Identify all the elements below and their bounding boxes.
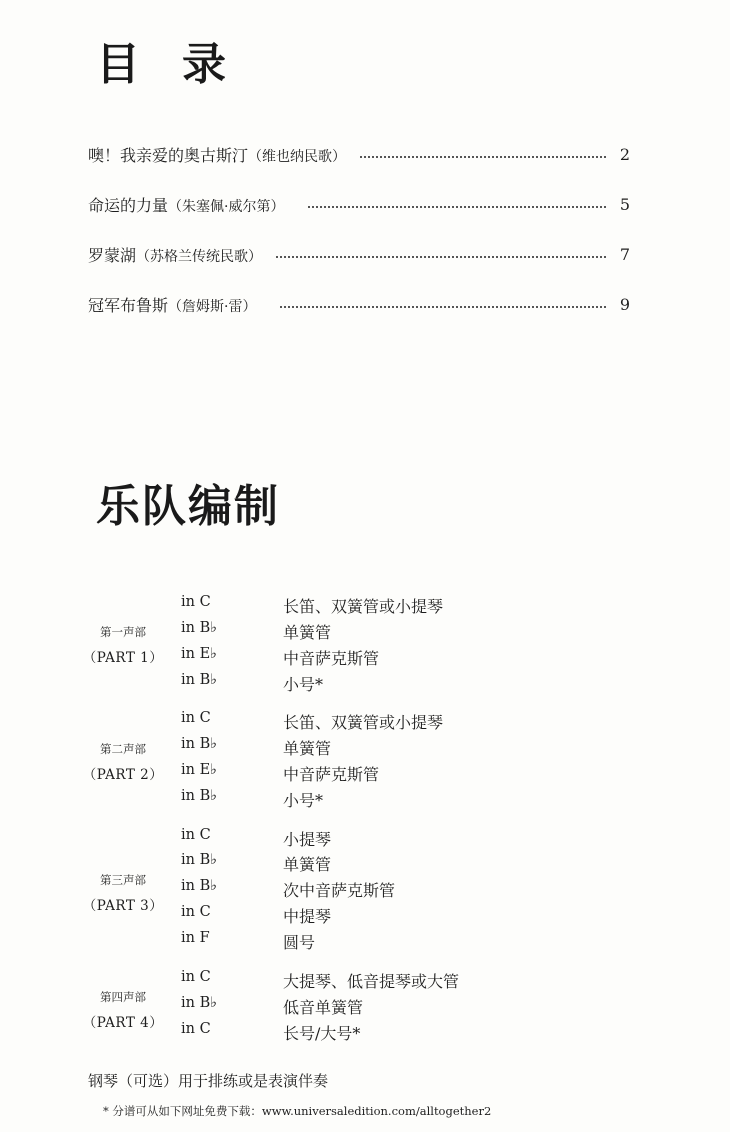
instrument-key: in B♭ [181,672,218,688]
part-label [77,988,169,1032]
dot-leader [308,204,606,208]
part-label-code: （PART 3） [82,898,164,914]
instrument-key: in C [181,969,211,985]
instrument-key: in B♭ [181,852,218,868]
toc-entry[interactable] [88,140,630,168]
instrument-name: 长笛、双簧管或小提琴 [283,713,444,732]
footnote: * 分谱可从如下网址免费下载：www.universaledition.com/alltogether2 [103,1104,492,1118]
instrument-key: in F [181,930,210,946]
piano-note: 钢琴（可选）用于排练或是表演伴奏 [88,1072,329,1090]
toc-entry-composer: （维也纳民歌） [248,148,347,165]
dot-leader [280,304,606,308]
toc-entry-page: 7 [619,244,630,264]
toc-entry-title: 命运的力量 [88,195,169,215]
instrument-key: in B♭ [181,620,218,636]
toc-entry[interactable] [88,240,630,268]
part-label [77,740,169,784]
part-label-code: （PART 1） [82,650,164,666]
instrument-name: 单簧管 [283,623,332,642]
instrument-key: in B♭ [181,878,218,894]
instrument-key: in C [181,1021,211,1037]
instrument-name: 长号/大号* [283,1024,361,1043]
toc-entry-title: 罗蒙湖 [88,245,137,265]
part-label-name: 第一声部 [100,625,146,639]
instrument-name: 圆号 [283,933,316,952]
toc-entry-page: 2 [619,144,630,164]
instrument-name: 长笛、双簧管或小提琴 [283,597,444,616]
instrument-name: 中音萨克斯管 [283,765,380,784]
instrument-name: 单簧管 [283,855,332,874]
part-label [77,623,169,667]
instrument-name: 中提琴 [283,907,332,926]
instrument-key: in B♭ [181,736,218,752]
toc-title: 目录 [96,39,268,90]
toc-entry-title: 冠军布鲁斯 [88,295,169,315]
part-label-name: 第四声部 [100,990,146,1004]
part-label-code: （PART 4） [82,1015,164,1031]
instrument-name: 低音单簧管 [283,998,364,1017]
instrument-name: 小提琴 [283,830,332,849]
toc-entry[interactable] [88,190,630,218]
instrument-key: in B♭ [181,788,218,804]
instrument-name: 单簧管 [283,739,332,758]
part-label-code: （PART 2） [82,767,164,783]
instrument-name: 大提琴、低音提琴或大管 [283,972,460,991]
instrument-key: in E♭ [181,762,218,778]
part-label [77,871,169,915]
toc-entry-composer: （苏格兰传统民歌） [136,248,263,265]
instrument-key: in C [181,904,211,920]
toc-entry-composer: （朱塞佩·威尔第） [168,198,285,215]
orchestration-title: 乐队编制 [96,481,280,532]
instrument-key: in E♭ [181,646,218,662]
instrument-name: 小号* [283,675,324,694]
instrument-name: 次中音萨克斯管 [283,881,396,900]
part-label-name: 第三声部 [100,873,146,887]
dot-leader [360,154,606,158]
instrument-name: 中音萨克斯管 [283,649,380,668]
toc-entry-page: 5 [619,194,630,214]
part-label-name: 第二声部 [100,742,146,756]
toc-entry-composer: （詹姆斯·雷） [168,298,257,315]
toc-entry[interactable] [88,290,630,318]
instrument-key: in C [181,594,211,610]
instrument-name: 小号* [283,791,324,810]
instrument-key: in C [181,827,211,843]
instrument-key: in C [181,710,211,726]
toc-entry-title: 噢！我亲爱的奥古斯汀 [88,145,249,165]
toc-entry-page: 9 [619,294,630,314]
instrument-key: in B♭ [181,995,218,1011]
dot-leader [276,254,606,258]
